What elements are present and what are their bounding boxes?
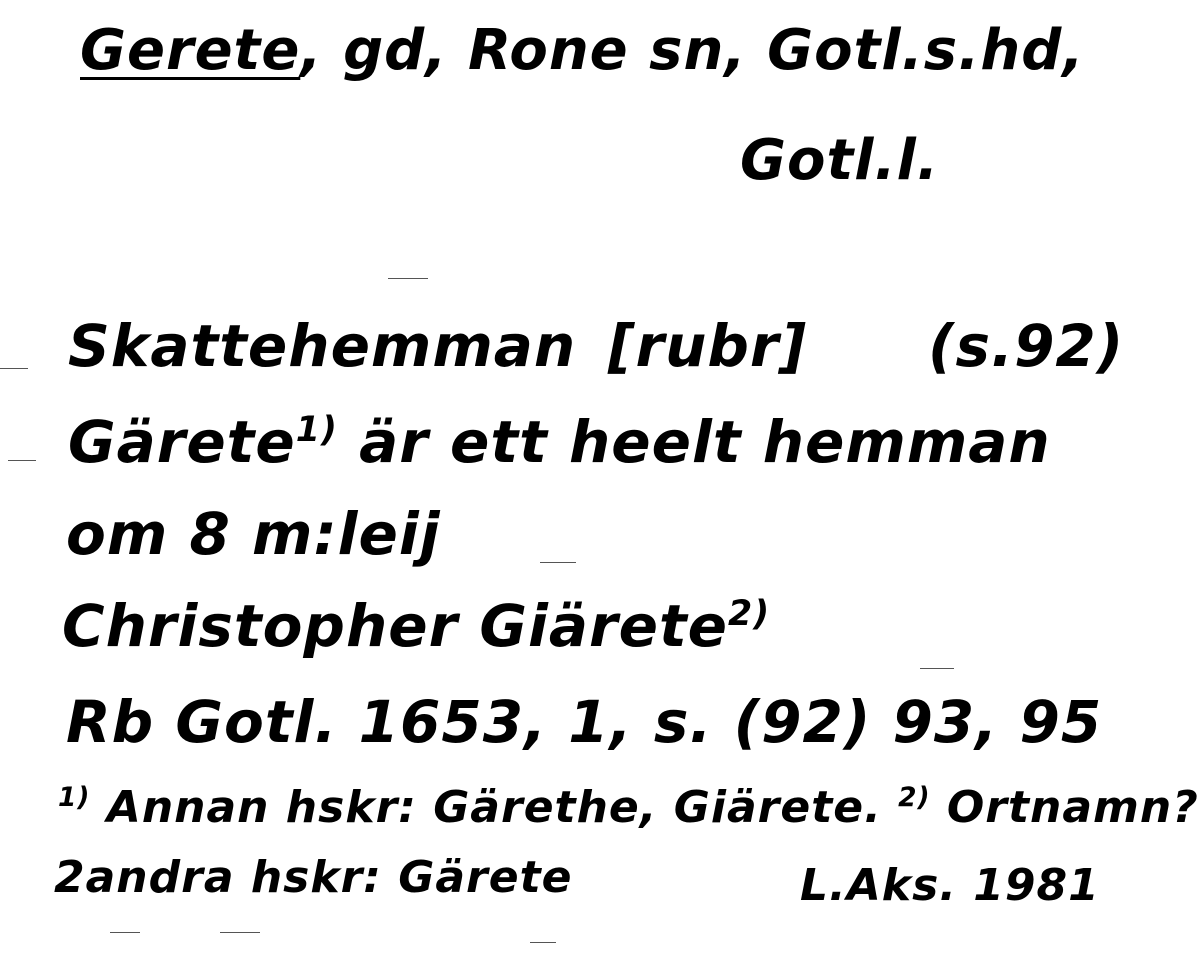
footnote-marker-1: 1) xyxy=(58,782,91,814)
scan-mark xyxy=(920,668,954,669)
entry-place-form: Gärete xyxy=(68,408,296,476)
footnote-text-2: Ortnamn? xyxy=(946,782,1199,833)
place-name: Gerete xyxy=(80,18,301,83)
person-name: Christopher Giärete xyxy=(62,592,729,660)
scan-mark xyxy=(110,932,140,933)
scan-mark xyxy=(388,278,428,279)
entry-page-ref: (s.92) xyxy=(928,312,1125,380)
footnote-line-1 xyxy=(58,782,1199,833)
footnote-marker-2: 2) xyxy=(898,782,931,814)
entry-title: Skattehemman xyxy=(68,312,577,380)
source-reference: Rb Gotl. 1653, 1, s. (92) 93, 95 xyxy=(66,688,1103,756)
footnote-ref-2: 2) xyxy=(728,594,771,635)
scan-mark xyxy=(0,368,28,369)
scan-mark xyxy=(530,942,556,943)
entry-line-3: om 8 m:leij xyxy=(66,500,441,568)
footnote-ref-1: 1) xyxy=(295,410,338,451)
scan-mark xyxy=(220,932,260,933)
entry-line-2 xyxy=(68,408,1051,476)
heading-line-1 xyxy=(80,18,1085,83)
entry-rubric: [rubr] xyxy=(608,312,808,380)
footnote-text-1: Annan hskr: Gärethe, Giärete. xyxy=(106,782,882,833)
place-description: , gd, Rone sn, Gotl.s.hd, xyxy=(300,18,1085,83)
signature: L.Aks. 1981 xyxy=(800,860,1100,911)
entry-text: är ett heelt hemman xyxy=(359,408,1051,476)
scan-mark xyxy=(8,460,36,461)
scan-mark xyxy=(540,562,576,563)
heading-line-2: Gotl.l. xyxy=(740,128,940,193)
footnote-line-2: 2andra hskr: Gärete xyxy=(54,852,573,903)
entry-line-4 xyxy=(62,592,770,660)
